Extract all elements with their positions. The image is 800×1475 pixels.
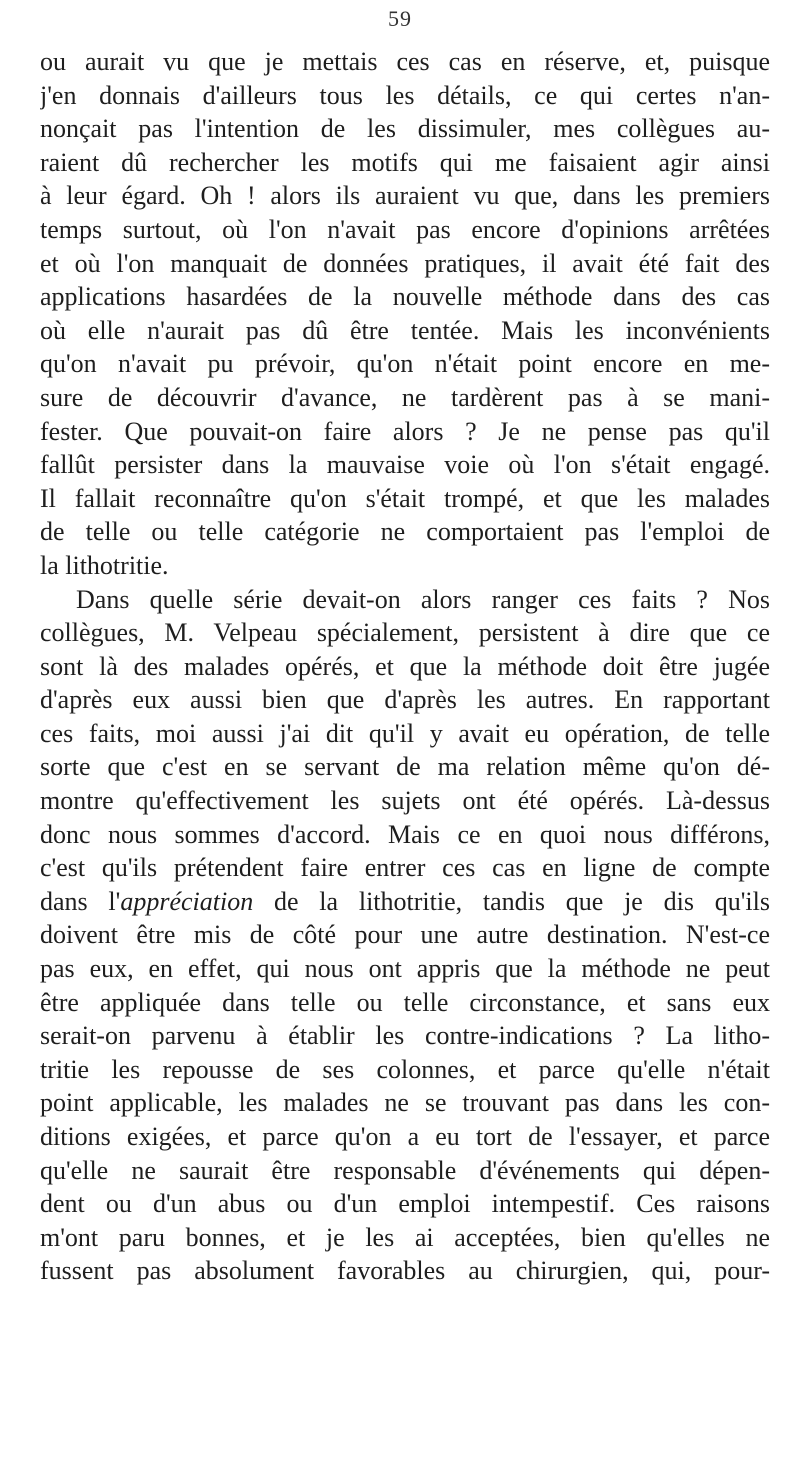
emphasis-after: de la lithotritie, tandis que je dis qu'ils xyxy=(253,886,770,916)
text-line: la lithotritie. xyxy=(40,550,169,580)
text-line: Dans quelle série devait-on alors ranger ces faits ? Nos xyxy=(76,584,770,614)
text-line: montre qu'effectivement les sujets ont été opérés. Là-dessus xyxy=(40,786,770,816)
text-line: ditions exigées, et parce qu'on a eu tort de l'essayer, et parce xyxy=(40,1122,770,1151)
emphasis-italic: appréciation xyxy=(120,886,254,916)
text-line: ou aurait vu que je mettais ces cas en réserve, et, puisque xyxy=(40,47,770,76)
text-line: dent ou d'un abus ou d'un emploi intempestif. Ces raisons xyxy=(40,1189,770,1219)
text-line: serait-on parvenu à établir les contre-indications ? La litho- xyxy=(40,1021,770,1051)
text-line: sont là des malades opérés, et que la méthode doit être jugée xyxy=(40,651,770,681)
text-line: qu'on n'avait pu prévoir, qu'on n'était point encore en me- xyxy=(40,349,770,379)
text-line: sorte que c'est en se servant de ma relation même qu'on dé- xyxy=(40,752,770,782)
text-line: qu'elle ne saurait être responsable d'événements qui dépen- xyxy=(40,1155,770,1185)
text-line: collègues, M. Velpeau spécialement, persistent à dire que ce xyxy=(40,618,770,648)
text-line: Il fallait reconnaître qu'on s'était trompé, et que les malades xyxy=(40,483,770,513)
text-line: doivent être mis de côté pour une autre destination. N'est-ce xyxy=(40,920,770,950)
text-line: de telle ou telle catégorie ne comportaient pas l'emploi de xyxy=(40,517,770,547)
text-line: m'ont paru bonnes, et je les ai acceptées, bien qu'elles ne xyxy=(40,1222,770,1252)
body-text xyxy=(40,45,770,1288)
text-line: être appliquée dans telle ou telle circonstance, et sans eux xyxy=(40,987,770,1017)
text-line: pas eux, en effet, qui nous ont appris que la méthode ne peut xyxy=(40,954,770,984)
text-line: point applicable, les malades ne se trouvant pas dans les con- xyxy=(40,1088,770,1118)
text-line: fester. Que pouvait-on faire alors ? Je ne pense pas qu'il xyxy=(40,416,770,446)
text-line: d'après eux aussi bien que d'après les autres. En rapportant xyxy=(40,685,770,715)
text-line: à leur égard. Oh ! alors ils auraient vu que, dans les premiers xyxy=(40,181,770,211)
emphasis-before: dans l' xyxy=(40,886,121,916)
text-line: tritie les repousse de ses colonnes, et parce qu'elle n'était xyxy=(40,1054,770,1084)
text-line: fallût persister dans la mauvaise voie où l'on s'était engagé. xyxy=(40,450,770,480)
text-line: fussent pas absolument favorables au chirurgien, qui, pour- xyxy=(40,1256,770,1286)
text-line: et où l'on manquait de données pratiques, il avait été fait des xyxy=(40,248,770,278)
text-line: donc nous sommes d'accord. Mais ce en quoi nous différons, xyxy=(40,819,770,849)
text-line: temps surtout, où l'on n'avait pas encore d'opinions arrêtées xyxy=(40,214,770,244)
text-line-emphasis xyxy=(40,885,770,919)
text-line: c'est qu'ils prétendent faire entrer ces cas en ligne de compte xyxy=(40,853,770,883)
text-line: sure de découvrir d'avance, ne tardèrent pas à se mani- xyxy=(40,382,770,412)
page-number: 59 xyxy=(388,6,412,31)
text-line: raient dû rechercher les motifs qui me faisaient agir ainsi xyxy=(40,147,770,177)
text-line: applications hasardées de la nouvelle méthode dans des cas xyxy=(40,282,770,312)
text-line: j'en donnais d'ailleurs tous les détails, ce qui certes n'an- xyxy=(40,80,770,110)
text-line: nonçait pas l'intention de les dissimuler, mes collègues au- xyxy=(40,114,770,144)
text-line: où elle n'aurait pas dû être tentée. Mais les inconvénients xyxy=(40,315,770,345)
text-line: ces faits, moi aussi j'ai dit qu'il y avait eu opération, de telle xyxy=(40,718,770,748)
